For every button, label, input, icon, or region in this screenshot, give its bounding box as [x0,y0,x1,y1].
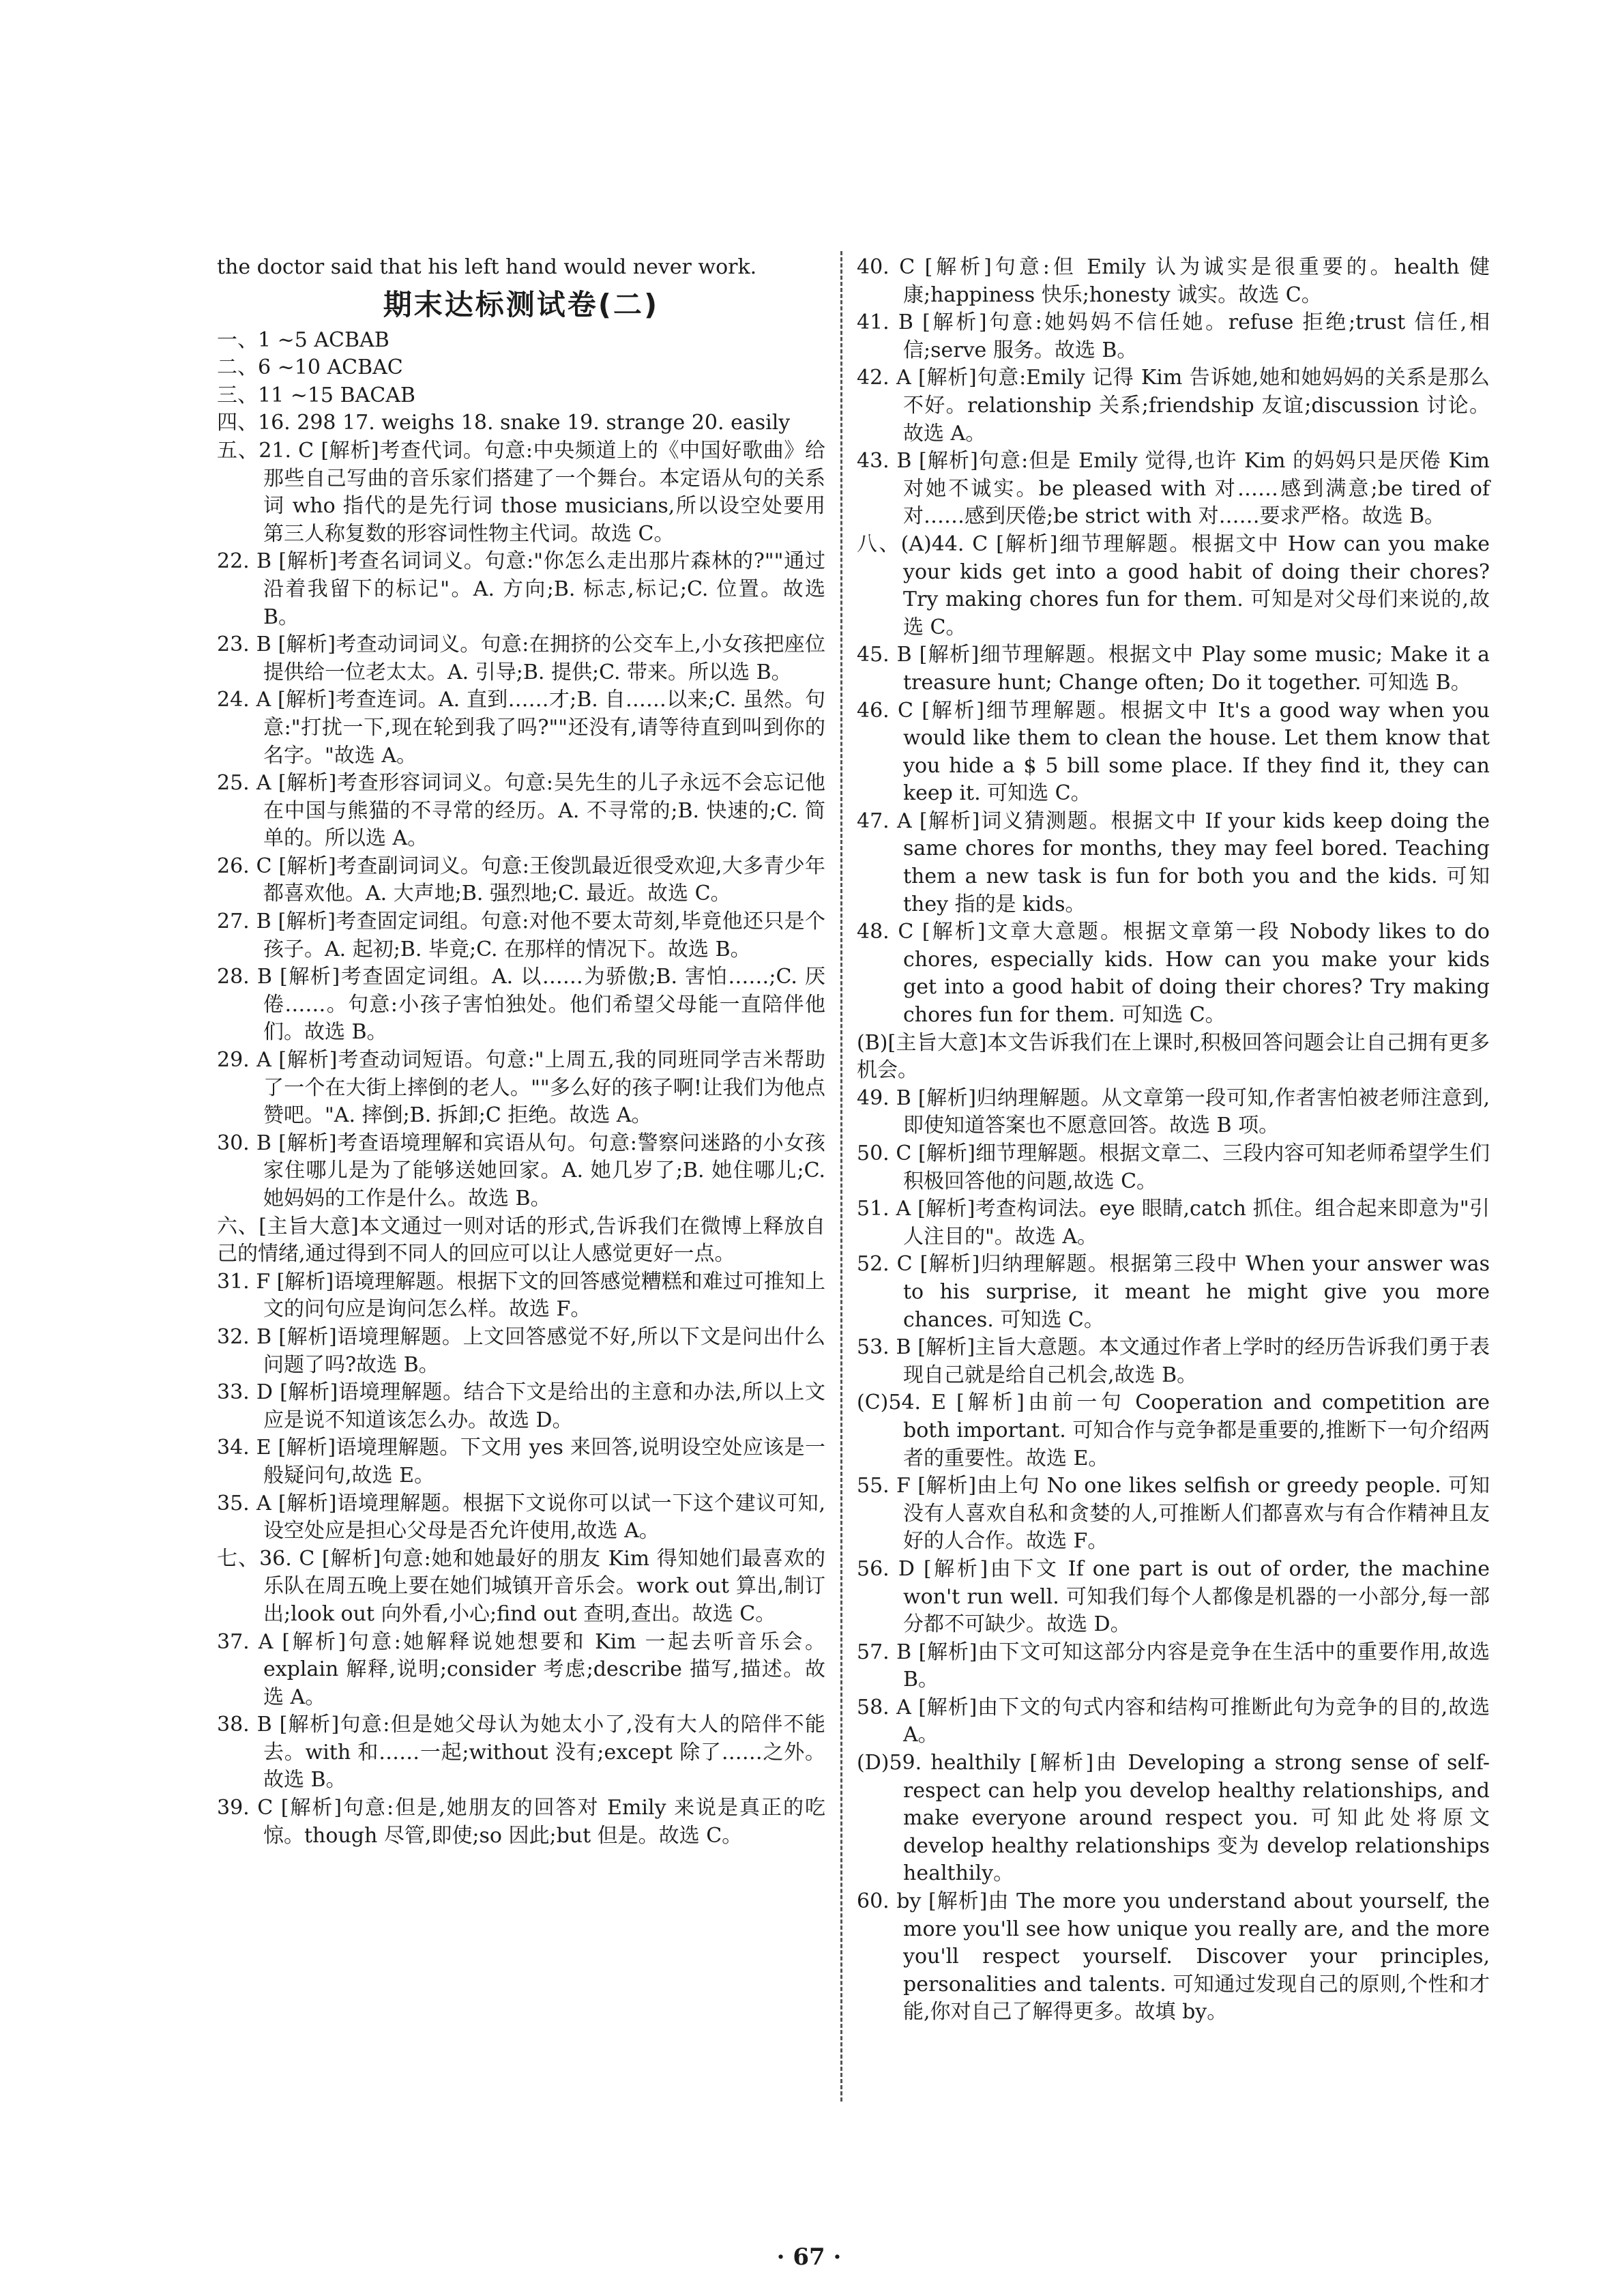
answer-23: 23. B [解析]考查动词词义。句意:在拥挤的公交车上,小女孩把座位提供给一位老太太。A. 引导;B. 提供;C. 带来。所以选 B。 [217,633,825,684]
page-number: · 67 · [776,2243,842,2271]
answer-33: 33. D [解析]语境理解题。结合下文是给出的主意和办法,所以上文应是说不知道该怎么办。故选 D。 [217,1380,825,1432]
answer-27: 27. B [解析]考查固定词组。句意:对他不要太苛刻,毕竟他还只是个孩子。A. 起初;B. 毕竟;C. 在那样的情况下。故选 B。 [217,910,825,961]
answer-26: 26. C [解析]考查副词词义。句意:王俊凯最近很受欢迎,大多青少年都喜欢他。A. 大声地;B. 强烈地;C. 最近。故选 C。 [217,854,825,906]
continuation-line: the doctor said that his left hand would never work. [217,255,757,279]
section-b-summary: (B)[主旨大意]本文告诉我们在上课时,积极回答问题会让自己拥有更多机会。 [857,1030,1490,1083]
answer-57: 57. B [解析]由下文可知这部分内容是竞争在生活中的重要作用,故选 B。 [857,1640,1490,1692]
answer-42: 42. A [解析]句意:Emily 记得 Kim 告诉她,她和她妈妈的关系是那么不好。relationship 关系;friendship 友谊;discussion 讨论。故选 A。 [857,366,1490,446]
answer-36: 七、36. C [解析]句意:她和她最好的朋友 Kim 得知她们最喜欢的乐队在周五晚上要在她们城镇开音乐会。work out 算出,制订出;look out 向外看,小心;find out 查明,查出。故选 C。 [217,1546,825,1626]
answer-44: 八、(A)44. C [解析]细节理解题。根据文中 How can you make your kids get into a good habit of doing their chores? Try making chores fun for them. 可知是对父母们来说的,故选 C。 [857,532,1490,639]
answer-60: 60. by [解析]由 The more you understand about yourself, the more you'll see how unique you really are, and the more you'll respect yourself. Discover your principles, personalities and talents. 可知通过发现自己的原则,个性和才能,你对自己了解得更多。故填 by。 [857,1889,1490,2024]
answer-46: 46. C [解析]细节理解题。根据文中 It's a good way when you would like them to clean the house. Let them know that you hide a $ 5 bill some place. If they find it, they can keep it. 可知选 C。 [857,698,1490,806]
answer-48: 48. C [解析]文章大意题。根据文章第一段 Nobody likes to do chores, especially kids. How can you make your kids get into a good habit of doing their chores? Try making chores fun for them. 可知选 C。 [857,920,1490,1028]
answer-47: 47. A [解析]词义猜测题。根据文中 If your kids keep doing the same chores for months, they may feel bored. Teaching them a new task is fun for both you and the kids. 可知 they 指的是 kids。 [857,809,1490,916]
answer-53: 53. B [解析]主旨大意题。本文通过作者上学时的经历告诉我们勇于表现自己就是给自己机会,故选 B。 [857,1335,1490,1387]
section-6-summary: 六、[主旨大意]本文通过一则对话的形式,告诉我们在微博上释放自己的情绪,通过得到不同人的回应可以让人感觉更好一点。 [217,1214,825,1266]
answer-21: 五、21. C [解析]考查代词。句意:中央频道上的《中国好歌曲》给那些自己写曲的音乐家们搭建了一个舞台。本定语从句的关系词 who 指代的是先行词 those musicians,所以设空处要用第三人称复数的形容词性物主代词。故选 C。 [217,438,825,546]
left-column [217,254,825,1850]
answer-58: 58. A [解析]由下文的句式内容和结构可推断此句为竞争的目的,故选 A。 [857,1695,1490,1747]
answer-40: 40. C [解析]句意:但 Emily 认为诚实是很重要的。health 健康;happiness 快乐;honesty 诚实。故选 C。 [857,255,1490,307]
answer-section-2: 二、6 ~10 ACBAC [217,355,403,380]
answer-section-3: 三、11 ~15 BACAB [217,383,415,407]
answer-56: 56. D [解析]由下文 If one part is out of order, the machine won't run well. 可知我们每个人都像是机器的一小部分,每一部分都不可缺少。故选 D。 [857,1556,1490,1637]
answer-59: (D)59. healthily [解析]由 Developing a strong sense of self-respect can help you develop healthy relationships, and make everyone around respect you. 可知此处将原文 develop healthy relationships 变为 develop relationships healthily。 [857,1751,1490,1886]
answer-25: 25. A [解析]考查形容词词义。句意:吴先生的儿子永远不会忘记他在中国与熊猫的不寻常的经历。A. 不寻常的;B. 快速的;C. 简单的。所以选 A。 [217,771,825,851]
answer-51: 51. A [解析]考查构词法。eye 眼睛,catch 抓住。组合起来即意为"引人注目的"。故选 A。 [857,1197,1490,1249]
answer-28: 28. B [解析]考查固定词组。A. 以……为骄傲;B. 害怕……;C. 厌倦……。句意:小孩子害怕独处。他们希望父母能一直陪伴他们。故选 B。 [217,965,825,1045]
answer-34: 34. E [解析]语境理解题。下文用 yes 来回答,说明设空处应该是一般疑问句,故选 E。 [217,1436,825,1487]
answer-22: 22. B [解析]考查名词词义。句意:"你怎么走出那片森林的?""通过沿着我留下的标记"。A. 方向;B. 标志,标记;C. 位置。故选 B。 [217,549,825,629]
answer-55: 55. F [解析]由上句 No one likes selfish or greedy people. 可知没有人喜欢自私和贪婪的人,可推断人们都喜欢与有合作精神且友好的人合作。故选 F。 [857,1474,1490,1554]
answer-41: 41. B [解析]句意:她妈妈不信任她。refuse 拒绝;trust 信任,相信;serve 服务。故选 B。 [857,310,1490,362]
answer-35: 35. A [解析]语境理解题。根据下文说你可以试一下这个建议可知,设空处应是担心父母是否允许使用,故选 A。 [217,1491,825,1543]
answer-50: 50. C [解析]细节理解题。根据文章二、三段内容可知老师希望学生们积极回答他的问题,故选 C。 [857,1142,1490,1193]
answer-39: 39. C [解析]句意:但是,她朋友的回答对 Emily 来说是真正的吃惊。though 尽管,即使;so 因此;but 但是。故选 C。 [217,1796,825,1848]
answer-section-1: 一、1 ~5 ACBAB [217,328,389,352]
answer-38: 38. B [解析]句意:但是她父母认为她太小了,没有大人的陪伴不能去。with 和……一起;without 没有;except 除了……之外。故选 B。 [217,1713,825,1792]
answer-32: 32. B [解析]语境理解题。上文回答感觉不好,所以下文是问出什么问题了吗?故选 B。 [217,1324,825,1377]
column-divider [840,251,842,2102]
answer-section-4: 四、16. 298 17. weighs 18. snake 19. strange 20. easily [217,411,791,435]
answer-31: 31. F [解析]语境理解题。根据下文的回答感觉糟糕和难过可推知上文的问句应是询问怎么样。故选 F。 [217,1269,825,1322]
answer-49: 49. B [解析]归纳理解题。从文章第一段可知,作者害怕被老师注意到,即使知道答案也不愿意回答。故选 B 项。 [857,1086,1490,1138]
answer-29: 29. A [解析]考查动词短语。句意:"上周五,我的同班同学吉米帮助了一个在大街上摔倒的老人。""多么好的孩子啊!让我们为他点赞吧。"A. 摔倒;B. 拆卸;C 拒绝。故选 A。 [217,1048,825,1128]
answer-24: 24. A [解析]考查连词。A. 直到……才;B. 自……以来;C. 虽然。句意:"打扰一下,现在轮到我了吗?""还没有,请等待直到叫到你的名字。"故选 A。 [217,688,825,768]
answer-37: 37. A [解析]句意:她解释说她想要和 Kim 一起去听音乐会。explain 解释,说明;consider 考虑;describe 描写,描述。故选 A。 [217,1629,825,1709]
right-column [857,254,1490,2026]
answer-52: 52. C [解析]归纳理解题。根据第三段中 When your answer was to his surprise, it meant he might give you more chances. 可知选 C。 [857,1252,1490,1332]
answer-54: (C)54. E [解析]由前一句 Cooperation and competition are both important. 可知合作与竞争都是重要的,推断下一句介绍两者的重要性。故选 E。 [857,1391,1490,1470]
answer-43: 43. B [解析]句意:但是 Emily 觉得,也许 Kim 的妈妈只是厌倦 Kim 对她不诚实。be pleased with 对……感到满意;be tired of 对……感到厌倦;be strict with 对……要求严格。故选 B。 [857,449,1490,529]
answer-45: 45. B [解析]细节理解题。根据文中 Play some music; Make it a treasure hunt; Change often; Do it together. 可知选 B。 [857,643,1490,695]
answer-30: 30. B [解析]考查语境理解和宾语从句。句意:警察问迷路的小女孩家住哪儿是为了能够送她回家。A. 她几岁了;B. 她住哪儿;C. 她妈妈的工作是什么。故选 B。 [217,1131,825,1210]
page-title: 期末达标测试卷(二) [383,287,660,321]
